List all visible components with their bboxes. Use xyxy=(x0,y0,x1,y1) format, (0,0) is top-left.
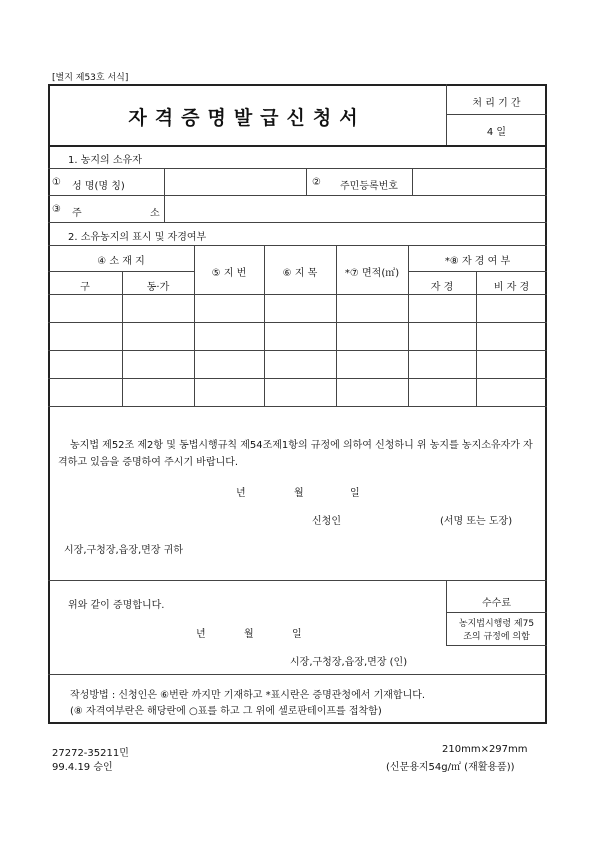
table-row[interactable] xyxy=(49,295,547,322)
instructions-line1: 작성방법 : 신청인은 ⑥번란 까지만 기재하고 *표시란은 증명관청에서 기재합니다. xyxy=(70,690,426,701)
name-number: ① xyxy=(52,177,61,188)
self-farm-header: *⑧ 자 경 여 부 xyxy=(444,256,511,267)
app-date-day: 일 xyxy=(350,488,360,499)
table-row[interactable] xyxy=(49,351,547,378)
application-statement: 농지법 제52조 제2항 및 동법시행규칙 제54조제1항의 규정에 의하여 신청하니 위 농지를 농지소유자가 자격하고 있음을 증명하여 주시기 바랍니다. xyxy=(58,440,533,468)
issuer-signature: 시장,구청장,읍장,면장 (인) xyxy=(290,657,408,668)
applicant-label: 신청인 xyxy=(312,516,341,527)
address-label-a: 주 xyxy=(72,208,82,219)
paper-size: 210mm×297mm xyxy=(442,744,528,755)
cert-date-month: 월 xyxy=(244,629,254,640)
fee-note-line1: 농지법시행령 제75 xyxy=(458,619,535,629)
paper-spec: (신문용지54g/㎡ (재활용품)) xyxy=(386,762,515,773)
processing-period-value: 4 일 xyxy=(486,127,507,138)
address-input[interactable] xyxy=(166,197,545,221)
address-number: ③ xyxy=(52,204,61,215)
form-reference: [별지 제53호 서식] xyxy=(52,73,129,83)
addressee: 시장,구청장,읍장,면장 귀하 xyxy=(64,545,183,556)
instructions-line2: (⑧ 자격여부란은 해당란에 ○표를 하고 그 위에 셀로판테이프를 접착함) xyxy=(70,706,382,717)
self-farm-yes-header: 자 경 xyxy=(430,282,454,293)
table-row[interactable] xyxy=(49,323,547,350)
gu-header: 구 xyxy=(80,282,90,293)
lot-number-header: ⑤ 지 번 xyxy=(211,268,247,279)
approval-date: 99.4.19 승인 xyxy=(52,762,113,773)
app-date-year: 년 xyxy=(236,488,246,499)
cert-date-day: 일 xyxy=(292,629,302,640)
form-title: 자격증명발급신청서 xyxy=(128,107,366,129)
dong-header: 동·가 xyxy=(146,282,170,293)
form-number: 27272-35211민 xyxy=(52,748,129,759)
section2-heading: 2. 소유농지의 표시 및 자경여부 xyxy=(68,232,207,243)
processing-period-label: 처 리 기 간 xyxy=(472,98,521,109)
section1-heading: 1. 농지의 소유자 xyxy=(68,155,142,166)
name-label: 성 명(명 칭) xyxy=(72,181,125,192)
cert-date-year: 년 xyxy=(196,629,206,640)
table-row[interactable] xyxy=(49,379,547,406)
fee-label: 수수료 xyxy=(482,598,511,609)
rrn-input[interactable] xyxy=(414,170,545,194)
land-category-header: ⑥ 지 목 xyxy=(282,268,318,279)
area-header: *⑦ 면적(㎡) xyxy=(344,268,400,279)
name-input[interactable] xyxy=(166,170,304,194)
self-farm-no-header: 비 자 경 xyxy=(493,282,530,293)
location-header: ④ 소 재 지 xyxy=(97,256,145,267)
rrn-number: ② xyxy=(312,177,321,188)
signature-note[interactable]: (서명 또는 도장) xyxy=(440,516,513,527)
certification-statement: 위와 같이 증명합니다. xyxy=(68,600,165,611)
rrn-label: 주민등록번호 xyxy=(340,181,398,192)
app-date-month: 월 xyxy=(294,488,304,499)
fee-note-line2: 조의 규정에 의함 xyxy=(463,632,530,642)
address-label-b: 소 xyxy=(150,208,160,219)
